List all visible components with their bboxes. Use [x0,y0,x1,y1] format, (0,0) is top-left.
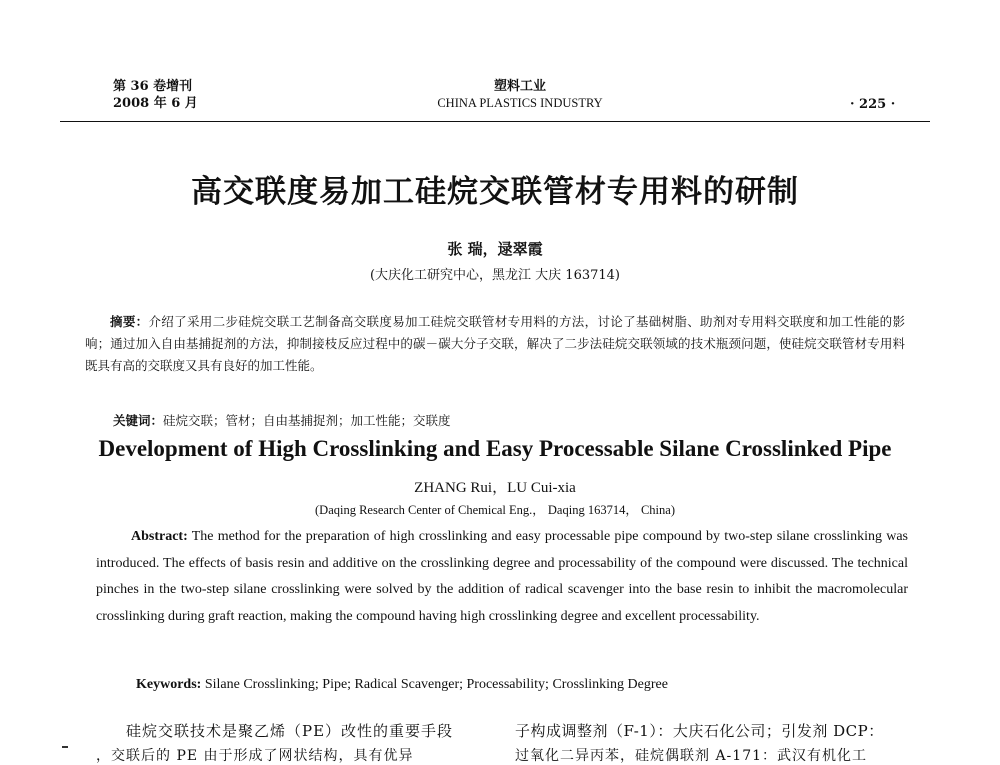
affiliation-en: (Daqing Research Center of Chemical Eng.， Daqing 163714， China) [315,503,675,517]
authors-en: ZHANG Rui，LU Cui-xia [414,480,576,496]
abstract-cn-text: 介绍了采用二步硅烷交联工艺制备高交联度易加工硅烷交联管材专用料的方法，讨论了基础树脂、助剂对专用料交联度和加工性能的影响；通过加入自由基捕捉剂的方法，抑制接枝反应过程中的碳－碳大分子交联，解决了二步法硅烷交联领域的技术瓶颈问题，使硅烷交联管材专用料既具有高的交联度又具有良好的加工性能。 [85,314,905,373]
journal-name-cn: 塑料工业 [493,79,546,94]
keywords-en-label: Keywords: [136,677,202,692]
abstract-cn-label: 摘要： [110,314,149,329]
keywords-cn-label: 关键词： [113,413,164,428]
authors-cn: 张 瑞，逯翠霞 [447,240,543,258]
header-rule [60,121,930,122]
scan-mark [62,746,68,748]
abstract-cn [85,311,905,377]
body-column-right: 子构成调整剂（F-1）：大庆石化公司；引发剂 DCP： [515,722,884,740]
title-en: Development of High Crosslinking and Easy Processable Silane Crosslinked Pipe [98,436,892,461]
keywords-en-text: Silane Crosslinking; Pipe; Radical Scavenger; Processability; Crosslinking Degree [204,677,668,692]
volume-label: 第 36 卷增刊 [113,79,193,94]
running-header-left [113,78,198,112]
abstract-en-text: The method for the preparation of high crosslinking and easy processable pipe compound by two-step silane crosslinking was introduced. The effects of basis resin and additive on the crosslinking degree and processability of the compound were discussed. The technical pinches in the two-step silane crosslinking were solved by the addition of radical scavenger into the base resin to inhibit the macromolecular crosslinking during graft reaction, making the compound having high crosslinking degree and excellent processability. [96,529,909,624]
body-column-left: 硅烷交联技术是聚乙烯（PE）改性的重要手段 [126,722,454,740]
keywords-cn [113,411,913,431]
abstract-en [96,524,908,630]
keywords-en [136,675,916,695]
title-cn: 高交联度易加工硅烷交联管材专用料的研制 [191,174,799,210]
affiliation-cn: (大庆化工研究中心，黑龙江 大庆 163714) [369,268,621,283]
journal-name-en: CHINA PLASTICS INDUSTRY [437,96,603,110]
abstract-en-label: Abstract: [131,529,188,544]
running-header-center [420,78,620,112]
body-left-cut-line: ，交联后的 PE 由于形成了网状结构，具有优异 [96,748,414,764]
page-number: · 225 · [850,97,896,112]
body-right-cut-line: 过氧化二异丙苯，硅烷偶联剂 A-171：武汉有机化工 [515,748,868,764]
issue-date: 2008 年 6 月 [113,96,198,111]
keywords-cn-text: 硅烷交联；管材；自由基捕捉剂；加工性能；交联度 [163,413,451,428]
